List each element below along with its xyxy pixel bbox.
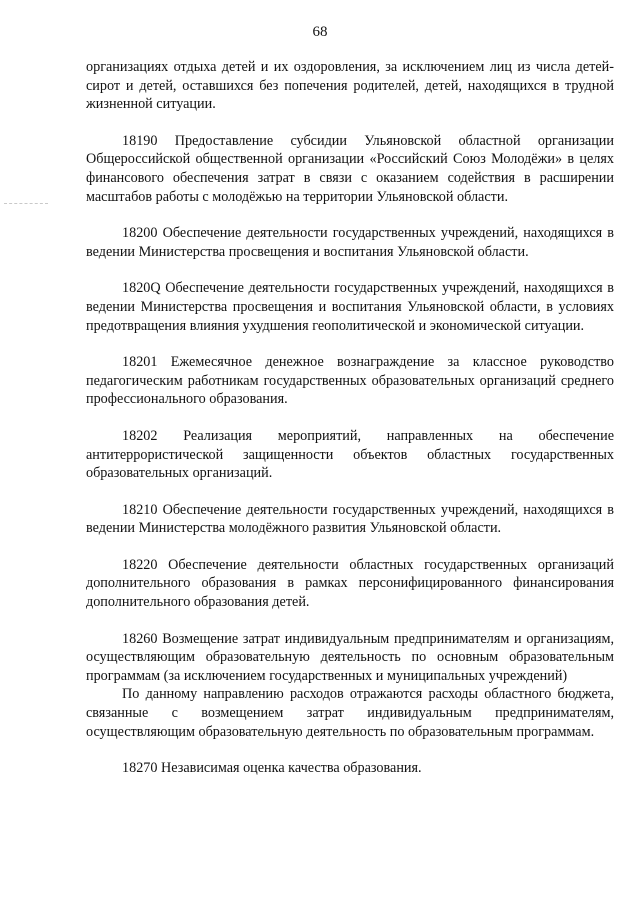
expense-code: 18270 [122,760,158,777]
margin-scan-mark [4,203,48,205]
expense-description: Предоставление субсидии Ульяновской областной организации Общероссийской общественной организации «Российский Союз Молодёжи» в целях финансового обеспечения затрат в связи с оказанием содействия в расширении масштабов работы с молодёжью на территории Ульяновской области. [86,132,614,205]
expense-code: 18202 [122,427,158,444]
paragraph-18260 [86,630,614,686]
paragraph-18210 [86,501,614,538]
paragraph-continuation: организациях отдыха детей и их оздоровления, за исключением лиц из числа детей-сирот и детей, оставшихся без попечения родителей, детей, находящихся в трудной жизненной ситуации. [86,59,614,113]
expense-code: 18200 [122,225,158,242]
expense-code: 18201 [122,354,158,371]
paragraph-1820q [86,279,614,335]
paragraph-18220 [86,556,614,612]
expense-description: Обеспечение деятельности государственных учреждений, находящихся в ведении Министерства просвещения и воспитания Ульяновской области, в условиях предотвращения влияния ухудшения геополитической и экономической ситуации. [86,280,614,334]
expense-description: Независимая оценка качества образования. [161,760,422,777]
expense-code: 1820Q [122,280,161,297]
expense-code: 18220 [122,556,158,573]
paragraph-18270 [86,759,614,778]
page-number: 68 [312,24,328,40]
paragraph-18201 [86,353,614,409]
paragraph-18190 [86,132,614,206]
expense-code: 18260 [122,630,158,647]
expense-description: Возмещение затрат индивидуальным предпринимателям и организациям, осуществляющим образовательную деятельность по основным образовательным программам (за исключением государственных и муниципальных учреждений) [86,630,614,684]
expense-code: 18190 [122,132,158,149]
expense-code: 18210 [122,501,158,518]
expense-description: Ежемесячное денежное вознаграждение за классное руководство педагогическим работникам государственных образовательных организаций среднего профессионального образования. [86,354,614,408]
expense-description: Реализация мероприятий, направленных на обеспечение антитеррористической защищенности объектов областных государственных образовательных организаций. [86,427,614,482]
paragraph-18200 [86,224,614,261]
document-body [86,58,614,778]
expense-description: Обеспечение деятельности областных государственных организаций дополнительного образования в рамках персонифицированного финансирования дополнительного образования детей. [86,556,614,611]
expense-description: Обеспечение деятельности государственных учреждений, находящихся в ведении Министерства просвещения и воспитания Ульяновской области. [86,225,614,260]
expense-description: Обеспечение деятельности государственных учреждений, находящихся в ведении Министерства молодёжного развития Ульяновской области. [86,501,614,537]
paragraph-18260-note: По данному направлению расходов отражаются расходы областного бюджета, связанные с возмещением затрат индивидуальным предпринимателям, осуществляющим образовательную деятельность по образовательным программам. [86,686,614,740]
paragraph-18202 [86,427,614,483]
